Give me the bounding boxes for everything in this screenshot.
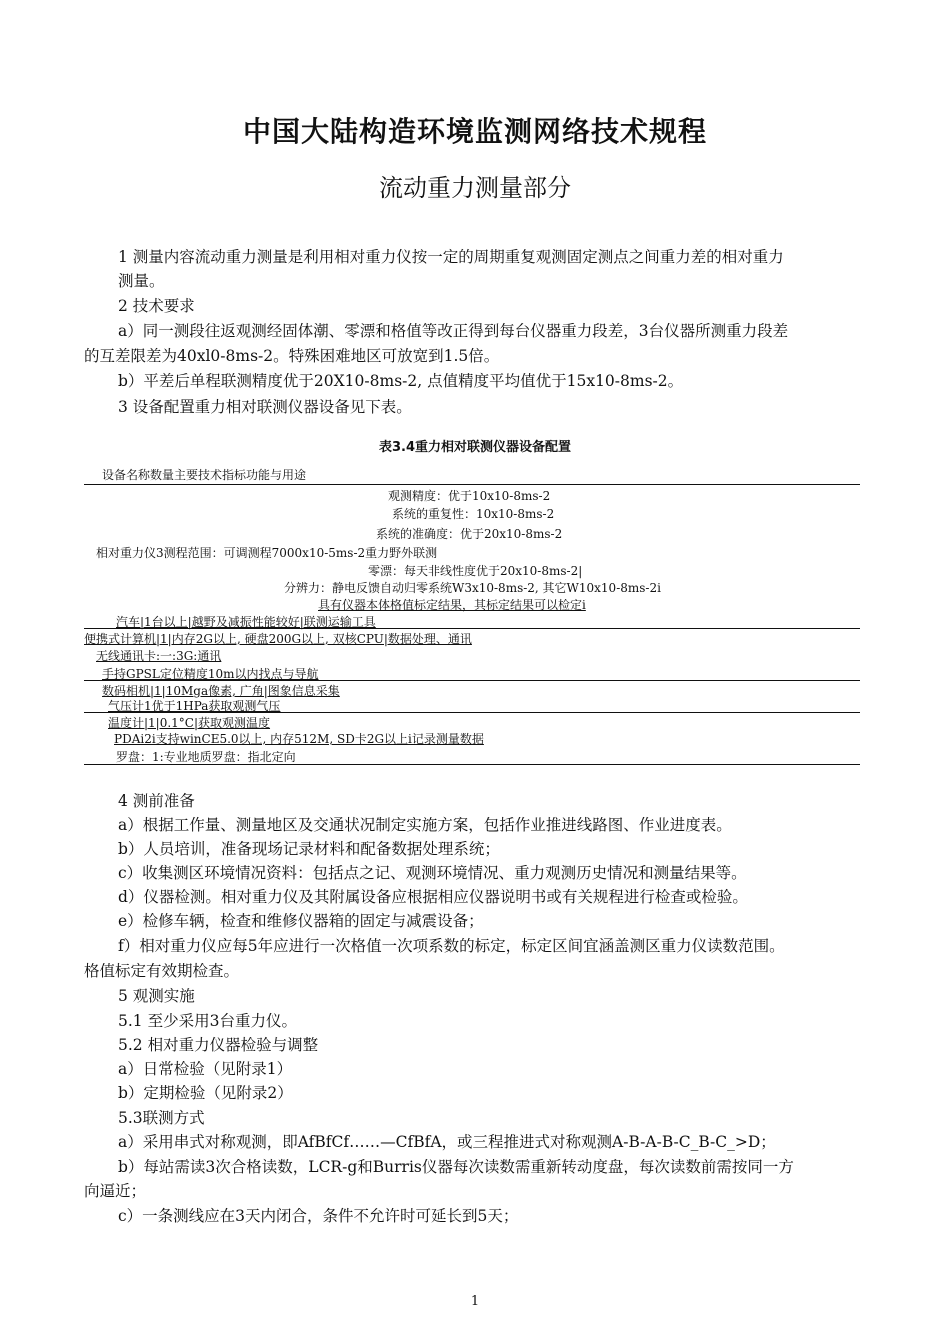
section-3-heading: 3 设备配置重力相对联测仪器设备见下表。: [118, 398, 412, 416]
section-5-1: 5.1 至少采用3台重力仪。: [118, 1012, 297, 1030]
gravimeter-spec: 零漂：每天非线性度优于20x10-8ms-2|: [368, 564, 583, 578]
document-subtitle: 流动重力测量部分: [379, 174, 571, 202]
table-row: 罗盘：1:专业地质罗盘：指北定向: [116, 750, 296, 764]
requirement-a: a）同一测段往返观测经固体潮、零漂和格值等改正得到每台仪器重力段差，3台仪器所测重力段差: [118, 322, 789, 340]
gravimeter-spec: 具有仪器本体格值标定结果，其标定结果可以检定i: [318, 598, 586, 612]
document-title: 中国大陆构造环境监测网络技术规程: [242, 115, 707, 148]
table-header: 设备名称数量主要技术指标功能与用途: [102, 468, 307, 482]
table-row: 手持GPSL定位精度10m以内找点与导航: [102, 667, 319, 681]
prep-c: c）收集测区环境情况资料：包括点之记、观测环境情况、重力观测历史情况和测量结果等。: [118, 864, 747, 882]
section-5-2: 5.2 相对重力仪器检验与调整: [118, 1036, 319, 1054]
method-a: a）采用串式对称观测，即AfBfCf……—CfBfA，或三程推进式对称观测A-B-A-B-C_B-C_>D；: [118, 1133, 776, 1151]
section-4-heading: 4 测前准备: [118, 792, 195, 810]
section-1-text: 1 测量内容流动重力测量是利用相对重力仪按一定的周期重复观测固定测点之间重力差的相对重力: [118, 248, 784, 266]
table-rule: [84, 712, 860, 713]
prep-f-cont: 格值标定有效期检查。: [84, 962, 240, 980]
gravimeter-row: 相对重力仪3测程范围：可调测程7000x10-5ms-2重力野外联测: [96, 546, 438, 560]
table-row: 汽车|1台以上|越野及减振性能较好|联测运输工具: [116, 615, 376, 629]
table-rule-top: [84, 484, 860, 485]
table-row: 温度计|1|0.1°C|获取观测温度: [108, 716, 271, 730]
section-2-heading: 2 技术要求: [118, 297, 195, 315]
table-row: 便携式计算机|1|内存2G以上, 硬盘200G以上, 双核CPU|数据处理、通讯: [84, 632, 472, 646]
gravimeter-spec: 观测精度：优于10x10-8ms-2: [388, 489, 551, 503]
section-5-heading: 5 观测实施: [118, 987, 195, 1005]
prep-d: d）仪器检测。相对重力仪及其附属设备应根据相应仪器说明书或有关规程进行检查或检验。: [118, 888, 748, 906]
table-caption: 表3.4重力相对联测仪器设备配置: [378, 440, 572, 455]
method-b-cont: 向逼近；: [84, 1182, 147, 1200]
table-rule: [84, 680, 860, 681]
requirement-b: b）平差后单程联测精度优于20X10-8ms-2, 点值精度平均值优于15x10-8ms-2。: [118, 372, 684, 390]
method-b: b）每站需读3次合格读数，LCR-g和Burris仪器每次读数需重新转动度盘，每次读数前需按同一方: [118, 1158, 794, 1176]
table-row: 数码相机|1|10Mga像素, 广角|图象信息采集: [102, 684, 340, 698]
table-row: 气压计1优于1HPa获取观测气压: [108, 699, 281, 713]
check-b: b）定期检验（见附录2）: [118, 1084, 293, 1102]
table-row: PDAi2i支持winCE5.0以上, 内存512M, SD卡2G以上i记录测量数据: [114, 732, 484, 746]
gravimeter-spec: 系统的重复性：10x10-8ms-2: [392, 507, 555, 521]
prep-f: f）相对重力仪应每5年应进行一次格值一次项系数的标定，标定区间宜涵盖测区重力仪读数范围。: [118, 937, 785, 955]
table-rule: [84, 628, 860, 629]
check-a: a）日常检验（见附录1）: [118, 1060, 293, 1078]
prep-e: e）检修车辆，检查和维修仪器箱的固定与减震设备；: [118, 912, 484, 930]
method-c: c）一条测线应在3天内闭合，条件不允许时可延长到5天；: [118, 1207, 519, 1225]
prep-b: b）人员培训，准备现场记录材料和配备数据处理系统；: [118, 840, 500, 858]
section-1-text-cont: 测量。: [118, 272, 165, 290]
section-5-3: 5.3联测方式: [118, 1109, 205, 1127]
prep-a: a）根据工作量、测量地区及交通状况制定实施方案，包括作业推进线路图、作业进度表。: [118, 816, 732, 834]
gravimeter-spec: 系统的准确度：优于20x10-8ms-2: [376, 527, 563, 541]
requirement-a-cont: 的互差限差为40xl0-8ms-2。特殊困难地区可放宽到1.5倍。: [84, 347, 500, 365]
page-number: 1: [470, 1294, 480, 1309]
table-rule-bottom: [84, 764, 860, 765]
gravimeter-spec: 分辨力：静电反馈自动归零系统W3x10-8ms-2, 其它W10x10-8ms-2i: [284, 581, 661, 595]
table-row: 无线通讯卡:一:3G:通讯: [96, 649, 222, 663]
